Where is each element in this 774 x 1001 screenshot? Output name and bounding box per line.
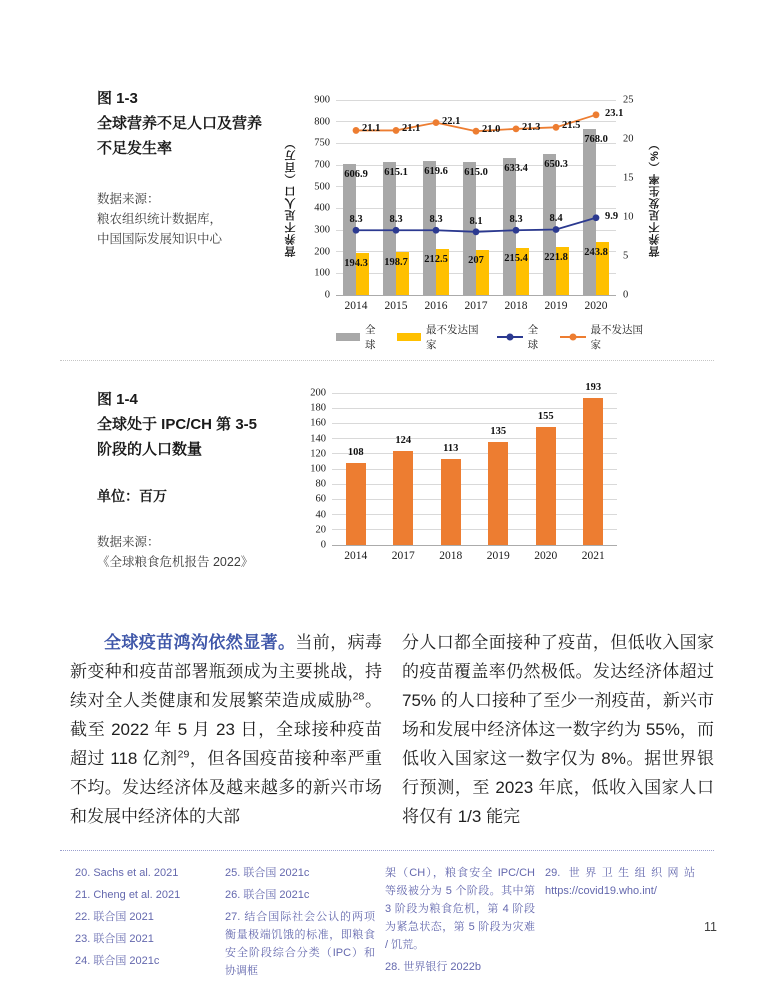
legend-label: 最不发达国家 [590, 324, 643, 351]
left-axis-ticks [300, 94, 336, 301]
bar-value-label: 135 [490, 426, 507, 438]
bar-value-label: 615.1 [384, 166, 408, 178]
footnote-column-3 [385, 864, 535, 984]
legend-label: 全球 [365, 324, 376, 351]
grid-line [332, 423, 617, 424]
point-value-label: 21.0 [482, 124, 501, 136]
legend-bar-swatch [397, 333, 421, 341]
axis-tick-label: 900 [314, 94, 330, 106]
axis-tick-label: 140 [310, 433, 326, 445]
legend-item [397, 322, 482, 352]
legend-item [336, 322, 382, 352]
footnote-item: 23. 联合国 2021 [75, 933, 154, 945]
legend-bar-swatch [336, 333, 360, 341]
point-value-label: 21.3 [522, 121, 541, 133]
bar-value-label: 221.8 [544, 251, 568, 263]
grid-line [332, 438, 617, 439]
point-value-label: 23.1 [605, 107, 624, 119]
figure-1-4-title-line1: 全球处于 IPC/CH 第 3-5 [97, 416, 258, 433]
grid-line [332, 499, 617, 500]
point-value-label: 21.1 [402, 123, 421, 135]
x-axis-label: 2019 [486, 550, 510, 562]
figure-1-4-section [0, 382, 774, 572]
axis-tick-label: 60 [315, 493, 326, 505]
point-value-label: 8.3 [509, 214, 523, 226]
point-value-label: 8.3 [349, 214, 363, 226]
legend-label: 最不发达国家 [426, 324, 479, 351]
x-axis-label: 2019 [544, 300, 568, 312]
axis-tick-label: 20 [623, 133, 634, 145]
right-axis-ticks [616, 94, 646, 301]
grid-line [332, 514, 617, 515]
text-column-left [70, 628, 382, 831]
axis-tick-label: 700 [314, 159, 330, 171]
legend-dot [506, 334, 513, 341]
point-value-label: 8.1 [469, 215, 483, 227]
paragraph-left [70, 628, 382, 831]
bar [536, 427, 556, 545]
bar-value-label: 768.0 [584, 133, 608, 145]
body-text: 当前，病毒新变种和疫苗部署瓶颈成为主要挑战，持续对全人类健康和发展繁荣造成威胁 [70, 633, 383, 710]
legend-line-swatch [497, 336, 523, 338]
axis-tick-label: 750 [314, 137, 330, 149]
axis-tick-label: 0 [320, 539, 326, 551]
x-axis-label: 2017 [391, 550, 415, 562]
axis-tick-label: 20 [315, 524, 326, 536]
grid-line [332, 484, 617, 485]
axis-tick-label: 160 [310, 417, 326, 429]
chart-body [300, 94, 646, 352]
x-axis-label: 2021 [581, 550, 605, 562]
legend-line-swatch [560, 336, 586, 338]
grid-line [332, 408, 617, 409]
point-value-label: 9.9 [605, 210, 619, 222]
chart-legend [336, 322, 646, 352]
x-axis-label: 2018 [439, 550, 463, 562]
bar-value-label: 650.3 [544, 159, 568, 171]
axis-tick-label: 5 [623, 250, 629, 262]
x-axis-label: 2020 [584, 300, 608, 312]
bar-value-label: 207 [468, 255, 484, 267]
footnote-item: 24. 联合国 2021c [75, 955, 160, 967]
bar [346, 463, 366, 545]
point-value-label: 8.4 [549, 213, 563, 225]
footnote-item: 架（CH），粮食安全 IPC/CH 等级被分为 5 个阶段。其中第 3 阶段为粮食危机，第 4 阶段为紧急状态，第 5 阶段为灾难 / 饥荒。 [385, 867, 535, 951]
bar-value-label: 193 [585, 382, 602, 394]
lead-phrase: 全球疫苗鸿沟依然显著。 [104, 633, 296, 652]
axis-tick-label: 80 [315, 478, 326, 490]
plot-row [300, 94, 646, 301]
text-column-right [402, 628, 714, 831]
left-axis-ticks [296, 387, 332, 551]
x-axis-label: 2016 [424, 300, 448, 312]
axis-tick-label: 500 [314, 181, 330, 193]
x-axis-labels [332, 550, 617, 562]
figure-1-4-caption [97, 387, 282, 572]
figure-1-4-title-line2: 阶段的人口数量 [97, 441, 203, 458]
source-line: 粮农组织统计数据库， [97, 212, 223, 226]
page-number: 11 [704, 920, 717, 934]
footnote-item: 29. 世界卫生组织网站 https://covid19.who.int/ [545, 867, 695, 897]
axis-tick-label: 200 [314, 246, 330, 258]
x-axis-label: 2015 [384, 300, 408, 312]
plot-area [332, 382, 617, 545]
axis-tick-label: 400 [314, 202, 330, 214]
footnotes-section [75, 864, 774, 984]
bar-value-label: 113 [443, 443, 459, 455]
chart-body [296, 382, 617, 562]
grid-line [332, 469, 617, 470]
axis-tick-label: 100 [310, 463, 326, 475]
figure-1-3-title-line2: 不足发生率 [97, 140, 173, 157]
axis-tick-label: 180 [310, 402, 326, 414]
bar-value-label: 108 [347, 446, 364, 458]
bar-value-label: 606.9 [344, 168, 368, 180]
source-label: 数据来源： [97, 192, 160, 206]
bar-value-label: 615.0 [464, 166, 488, 178]
paragraph-right: 分人口都全面接种了疫苗，但低收入国家的疫苗覆盖率仍然极低。发达经济体超过 75% 的人口接种了至少一剂疫苗，新兴市场和发展中经济体这一数字约为 55%，而低收入国家这一数字仅为 8%。据世界银行预测，至 2023 年底，低收入国家人口将仅有 1/3 能完 [402, 633, 714, 826]
axis-tick-label: 200 [310, 387, 326, 399]
body-text-section [70, 628, 774, 831]
footnote-column-1 [75, 864, 215, 984]
x-axis-label: 2018 [504, 300, 528, 312]
dotted-divider [60, 360, 714, 361]
bar-value-label: 194.3 [344, 257, 368, 269]
point-value-label: 21.1 [362, 123, 381, 135]
footnote-column-4 [545, 864, 695, 984]
footnote-item: 20. Sachs et al. 2021 [75, 867, 179, 879]
axis-tick-label: 0 [324, 289, 330, 301]
footnote-ref-29: 29 [177, 748, 190, 761]
body-text: 。截至 2022 年 5 月 23 日，全球接种疫苗超过 118 亿剂 [70, 691, 383, 768]
source-line: 《全球粮食危机报告 2022》 [97, 555, 254, 569]
grid-line [332, 545, 617, 546]
bar-value-label: 215.4 [504, 253, 528, 265]
bar-value-label: 198.7 [384, 256, 408, 268]
ipc-population-bar-chart [296, 382, 617, 562]
grid-line [332, 529, 617, 530]
figure-1-4-unit: 单位：百万 [97, 488, 167, 504]
plot-row [296, 382, 617, 551]
bar [583, 398, 603, 545]
grid-line [332, 393, 617, 394]
bar-value-label: 155 [537, 411, 554, 423]
point-value-label: 8.3 [429, 214, 443, 226]
figure-1-3-caption [97, 86, 282, 249]
footnote-ref-28: 28 [352, 690, 365, 703]
footnote-column-2 [225, 864, 375, 984]
footnote-item: 22. 联合国 2021 [75, 911, 154, 923]
axis-tick-label: 10 [623, 211, 634, 223]
bar-value-label: 619.6 [424, 165, 448, 177]
figure-1-4-source [97, 532, 282, 572]
axis-tick-label: 100 [314, 267, 330, 279]
figure-1-3-title-line1: 全球营养不足人口及营养 [97, 115, 263, 132]
x-axis-label: 2020 [534, 550, 558, 562]
footnote-item: 21. Cheng et al. 2021 [75, 889, 181, 901]
legend-item [497, 322, 545, 352]
footnote-divider [60, 850, 714, 851]
axis-tick-label: 40 [315, 509, 326, 521]
axis-tick-label: 15 [623, 172, 634, 184]
legend-dot [569, 334, 576, 341]
point-value-label: 22.1 [442, 115, 461, 127]
figure-1-3-section [0, 0, 774, 352]
figure-1-3-label: 图 1-3 [97, 90, 138, 107]
x-axis-label: 2014 [344, 550, 368, 562]
axis-tick-label: 800 [314, 116, 330, 128]
point-value-label: 21.5 [562, 120, 581, 132]
figure-1-4-label: 图 1-4 [97, 391, 138, 408]
bar [488, 442, 508, 545]
left-axis-title: 营养不足人口（百万） [285, 137, 297, 258]
source-label: 数据来源： [97, 535, 160, 549]
bar [441, 459, 461, 545]
axis-tick-label: 120 [310, 448, 326, 460]
x-axis-labels [336, 300, 616, 312]
x-axis-label: 2017 [464, 300, 488, 312]
plot-area [336, 100, 624, 295]
bar-value-label: 212.5 [424, 253, 448, 265]
bar-value-label: 633.4 [504, 162, 528, 174]
bar-value-label: 124 [395, 434, 412, 446]
right-axis-title: 营养不足发生率（%） [649, 138, 661, 257]
axis-tick-label: 300 [314, 224, 330, 236]
axis-tick-label: 0 [623, 289, 629, 301]
body-text: ，但各国疫苗接种率严重不均。发达经济体及越来越多的新兴市场和发展中经济体的大部 [70, 749, 382, 826]
x-axis-label: 2014 [344, 300, 368, 312]
source-line: 中国国际发展知识中心 [97, 232, 223, 246]
bar-value-label: 243.8 [584, 247, 608, 259]
footnote-item: 26. 联合国 2021c [225, 889, 310, 901]
footnote-item: 27. 结合国际社会公认的两项衡量极端饥饿的标准，即粮食安全阶段综合分类（IPC）和协调框 [225, 911, 375, 977]
grid-line [332, 453, 617, 454]
footnote-item: 28. 世界银行 2022b [385, 961, 481, 973]
point-value-label: 8.3 [389, 214, 403, 226]
axis-tick-label: 25 [623, 94, 634, 106]
undernourishment-combo-chart [282, 94, 664, 352]
legend-label: 全球 [527, 324, 539, 351]
legend-item [560, 322, 647, 352]
footnote-item: 25. 联合国 2021c [225, 867, 310, 879]
bar [393, 451, 413, 545]
figure-1-3-source [97, 189, 282, 249]
